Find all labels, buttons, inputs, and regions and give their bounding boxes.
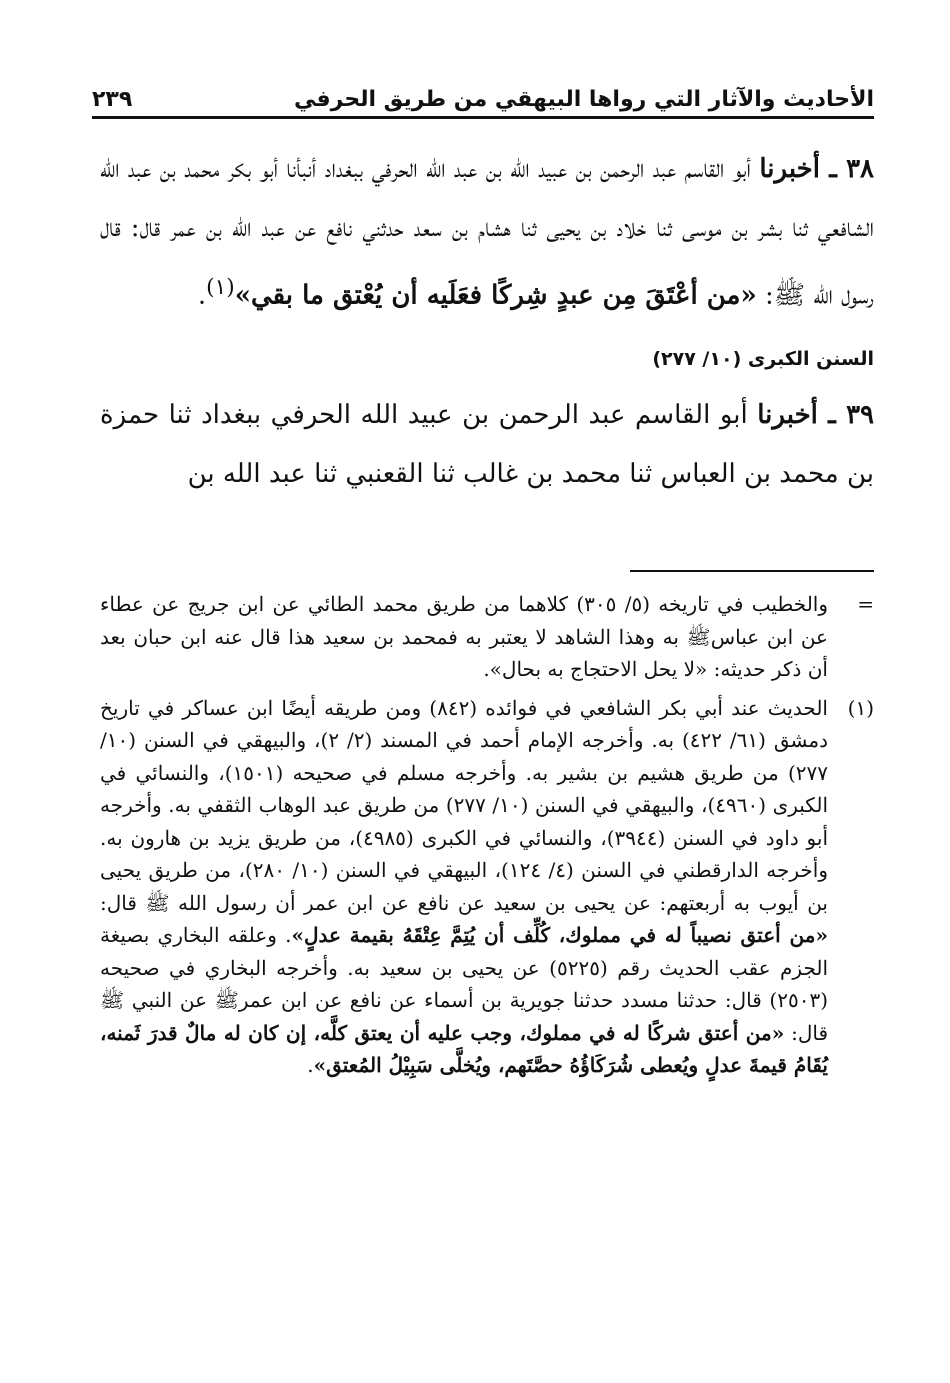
- running-header: [92, 72, 874, 119]
- hadith-number: ٣٨ ـ أخبرنا: [759, 154, 874, 184]
- hadith-isnad: أبو القاسم عبد الرحمن بن عبيد الله بن عبد الله الحرفي ببغداد أنبأنا أبو بكر محمد بن عبد الله الشافعي ثنا بشر بن موسى ثنا خلاد بن يحيى ثنا هشام بن سعد حدثني نافع عن عبد الله بن عمر قال: قال رسول الله ﷺ:: [100, 154, 874, 311]
- sentence-end: .: [197, 280, 207, 311]
- footnote-text: [100, 692, 828, 1082]
- footnote-text: [100, 588, 828, 686]
- footnote-text-run: والخطيب في تاريخه (٥/ ٣٠٥) كلاهما من طريق محمد الطائي عن ابن جريج عن عطاء عن ابن عباسﷺ به وهذا الشاهد لا يعتبر به فمحمد بن سعيد هذا قال عنه ابن حبان بعد أن ذكر حديثه: «لا يحل الاحتجاج به بحال».: [100, 592, 829, 681]
- footnote-text-run: . وعلقه البخاري بصيغة الجزم عقب الحديث رقم (٥٢٢٥) عن يحيى بن سعيد به. وأخرجه البخاري في صحيحه (٢٥٠٣) قال: حدثنا مسدد حدثنا جويرية بن أسماء عن نافع عن ابن عمرﷺ عن النبي ﷺ قال:: [100, 923, 829, 1045]
- footnote-1: [100, 692, 874, 1082]
- footnote-text-run: .: [307, 1053, 314, 1077]
- footnote-marker: =: [857, 592, 874, 616]
- hadith-number: ٣٩ ـ أخبرنا: [757, 399, 874, 430]
- footnote-divider: [630, 570, 874, 572]
- hadith-text: أبو القاسم عبد الرحمن بن عبيد الله الحرفي ببغداد ثنا حمزة بن محمد بن العباس ثنا محمد بن غالب ثنا القعنبي ثنا عبد الله بن: [100, 399, 874, 489]
- source-reference: السنن الكبرى (١٠/ ٢٧٧): [652, 347, 874, 370]
- footnote-reference: (١): [206, 275, 235, 300]
- hadith-matn: «من أعْتَقَ مِن عبدٍ شِركًا فعَلَيه أن يُعْتق ما بقي»: [234, 280, 757, 311]
- footnote-text-run: الحديث عند أبي بكر الشافعي في فوائده (٨٤٢) ومن طريقه أيضًا ابن عساكر في تاريخ دمشق (٦١/ ٤٢٢) به. وأخرجه الإمام أحمد في المسند (٢/ ٢)، والبيهقي في السنن (١٠/ ٢٧٧) من طريق هشيم بن بشير به. وأخرجه مسلم في صحيحه (١٥٠١)، والنسائي في الكبرى (٤٩٦٠)، والبيهقي في السنن (١٠/ ٢٧٧) من طريق عبد الوهاب الثقفي به. وأخرجه أبو داود في السنن (٣٩٤٤)، والنسائي في الكبرى (٤٩٨٥)، من طريق يزيد بن هارون به. وأخرجه الدارقطني في السنن (٤/ ١٢٤)، البيهقي في السنن (١٠/ ٢٨٠)، من طريق يحيى بن أيوب به أربعتهم: عن يحيى بن سعيد عن نافع عن ابن عمر أن رسول الله ﷺ قال:: [100, 695, 829, 915]
- hadith-38: [100, 140, 874, 326]
- main-text: [100, 140, 874, 504]
- page-number: ٢٣٩: [92, 87, 133, 112]
- quoted-hadith: «من أعتق شركًا له في مملوك، وجب عليه أن يعتق كلَّه، إن كان له مالٌ قدرَ ثَمنه، يُقَامُ قيمةَ عدلٍ ويُعطى شُرَكَاؤُهُ حصَّتَهم، ويُخلَّى سَبِيْلُ المُعتق»: [100, 1020, 828, 1077]
- footnote-marker: (١): [847, 695, 874, 720]
- footnote-continuation: [100, 588, 874, 686]
- hadith-39: [100, 386, 874, 504]
- quoted-hadith: «من أعتق نصيباً له في مملوك، كُلِّف أن يُتِمَّ عِتْقَهُ بقيمة عدلٍ»: [291, 923, 828, 947]
- footnotes: [100, 588, 874, 1088]
- running-title: الأحاديث والآثار التي رواها البيهقي من طريق الحرفي: [293, 87, 874, 112]
